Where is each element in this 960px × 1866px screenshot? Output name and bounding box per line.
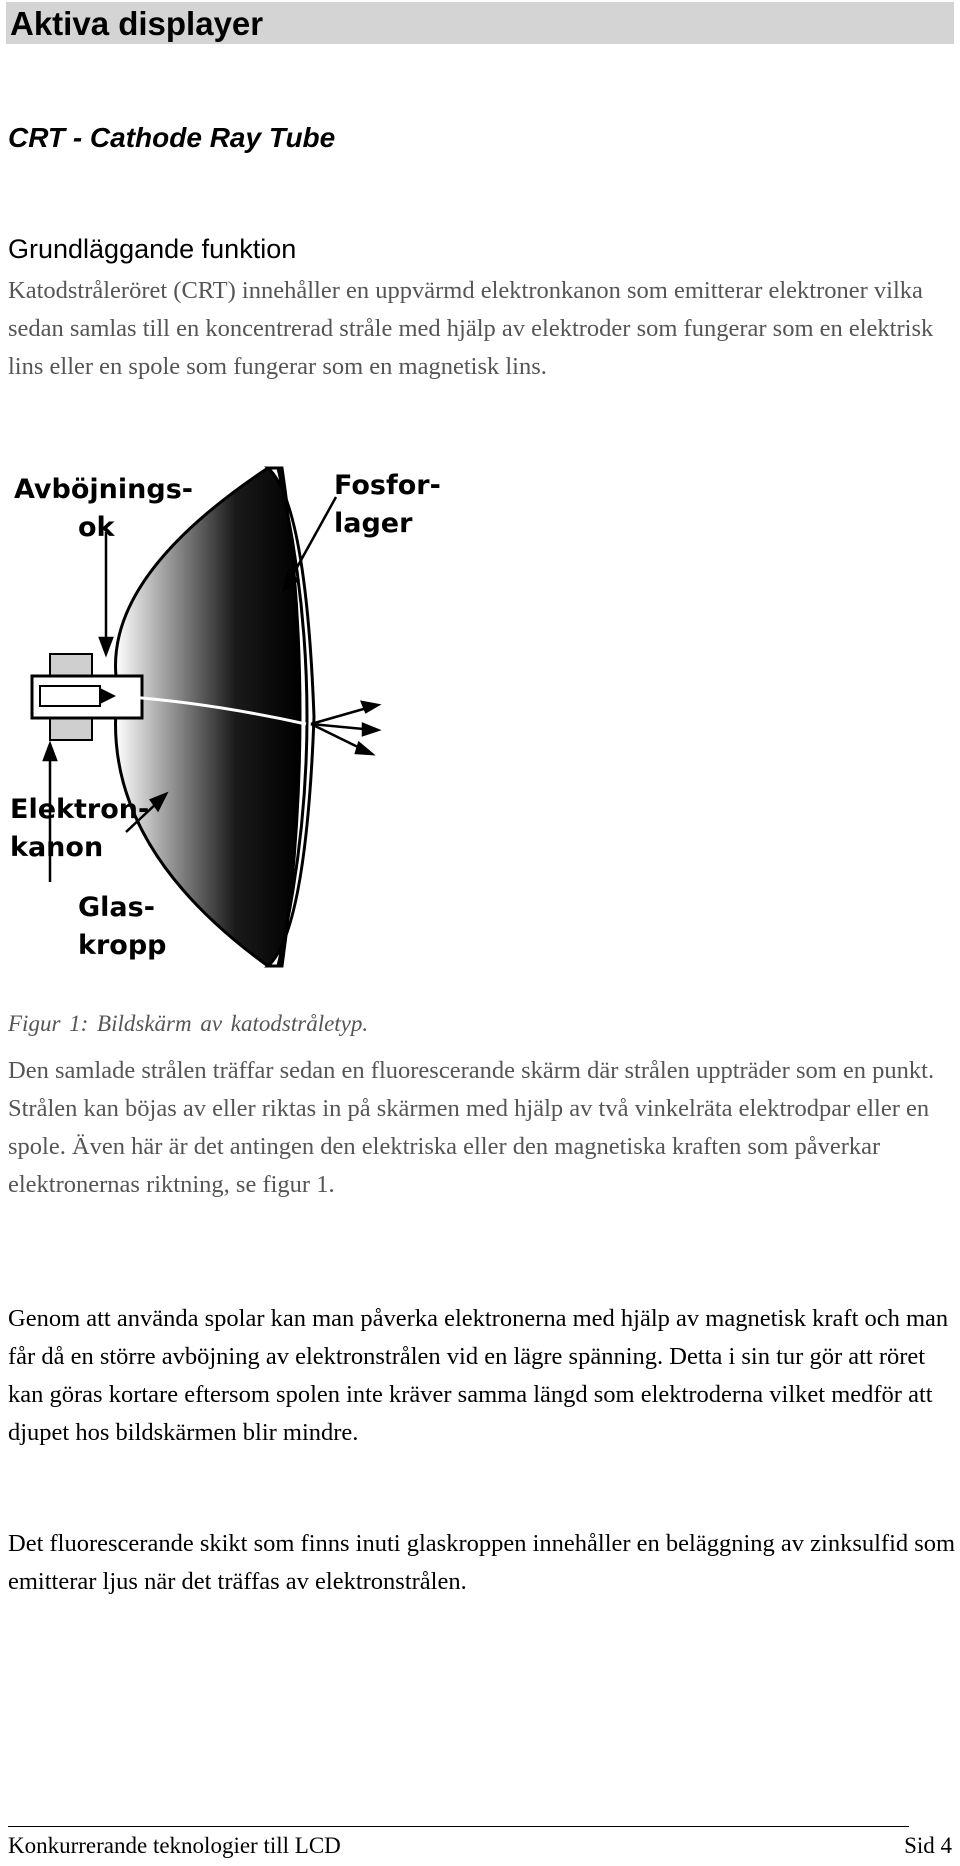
label-gun-line2: kanon — [10, 832, 104, 863]
subtitle: CRT - Cathode Ray Tube — [8, 122, 336, 153]
section-heading: Grundläggande funktion — [8, 234, 297, 264]
label-gun-line1: Elektron- — [10, 794, 150, 825]
label-phosphor-line1: Fosfor- — [334, 470, 441, 501]
paragraph-phosphor: Det fluorescerande skikt som finns inuti glaskroppen innehåller en beläggning av zinksulfid som emitterar ljus när det träffas av elektronstrålen. — [8, 1530, 956, 1595]
title-bar — [6, 2, 954, 44]
crt-diagram — [6, 462, 526, 982]
label-yoke-line2: ok — [78, 512, 115, 543]
light-rays — [311, 702, 378, 754]
paragraph-coils: Genom att använda spolar kan man påverka elektronerna med hjälp av magnetisk kraft och man får då en större avböjning av elektronstrålen vid en lägre spänning. Detta i sin tur gör att röret kan göras kortare eftersom spolen inte kräver samma längd som elektroderna vilket medför att djupet hos bildskärmen blir mindre. — [8, 1305, 949, 1446]
label-glass-line1: Glas- — [78, 892, 155, 923]
label-phosphor-line2: lager — [334, 508, 413, 539]
label-yoke-line1: Avböjnings- — [14, 474, 193, 505]
paragraph-beam: Den samlade strålen träffar sedan en fluorescerande skärm där strålen uppträder som en punkt. Strålen kan böjas av eller riktas in på skärmen med hjälp av två vinkelräta elektrodpar eller en spole. Även här är det antingen den elektriska eller den magnetiska kraften som påverkar elektronernas riktning, se figur 1. — [8, 1057, 935, 1198]
paragraph-intro: Katodstråleröret (CRT) innehåller en uppvärmd elektronkanon som emitterar elektroner vilka sedan samlas till en koncentrerad stråle med hjälp av elektroder som fungerar som en elektrisk lins eller en spole som fungerar som en magnetisk lins. — [8, 277, 934, 380]
crt-figure — [6, 462, 526, 982]
footer-divider — [8, 1826, 909, 1827]
electron-gun-inner — [40, 686, 100, 706]
figure-caption: Figur 1: Bildskärm av katodstråletyp. — [8, 1011, 369, 1036]
footer-page-number: Sid 4 — [904, 1833, 952, 1858]
label-glass-line2: kropp — [78, 930, 167, 961]
footer-document-title: Konkurrerande teknologier till LCD — [8, 1833, 341, 1858]
page-title: Aktiva displayer — [10, 5, 264, 42]
